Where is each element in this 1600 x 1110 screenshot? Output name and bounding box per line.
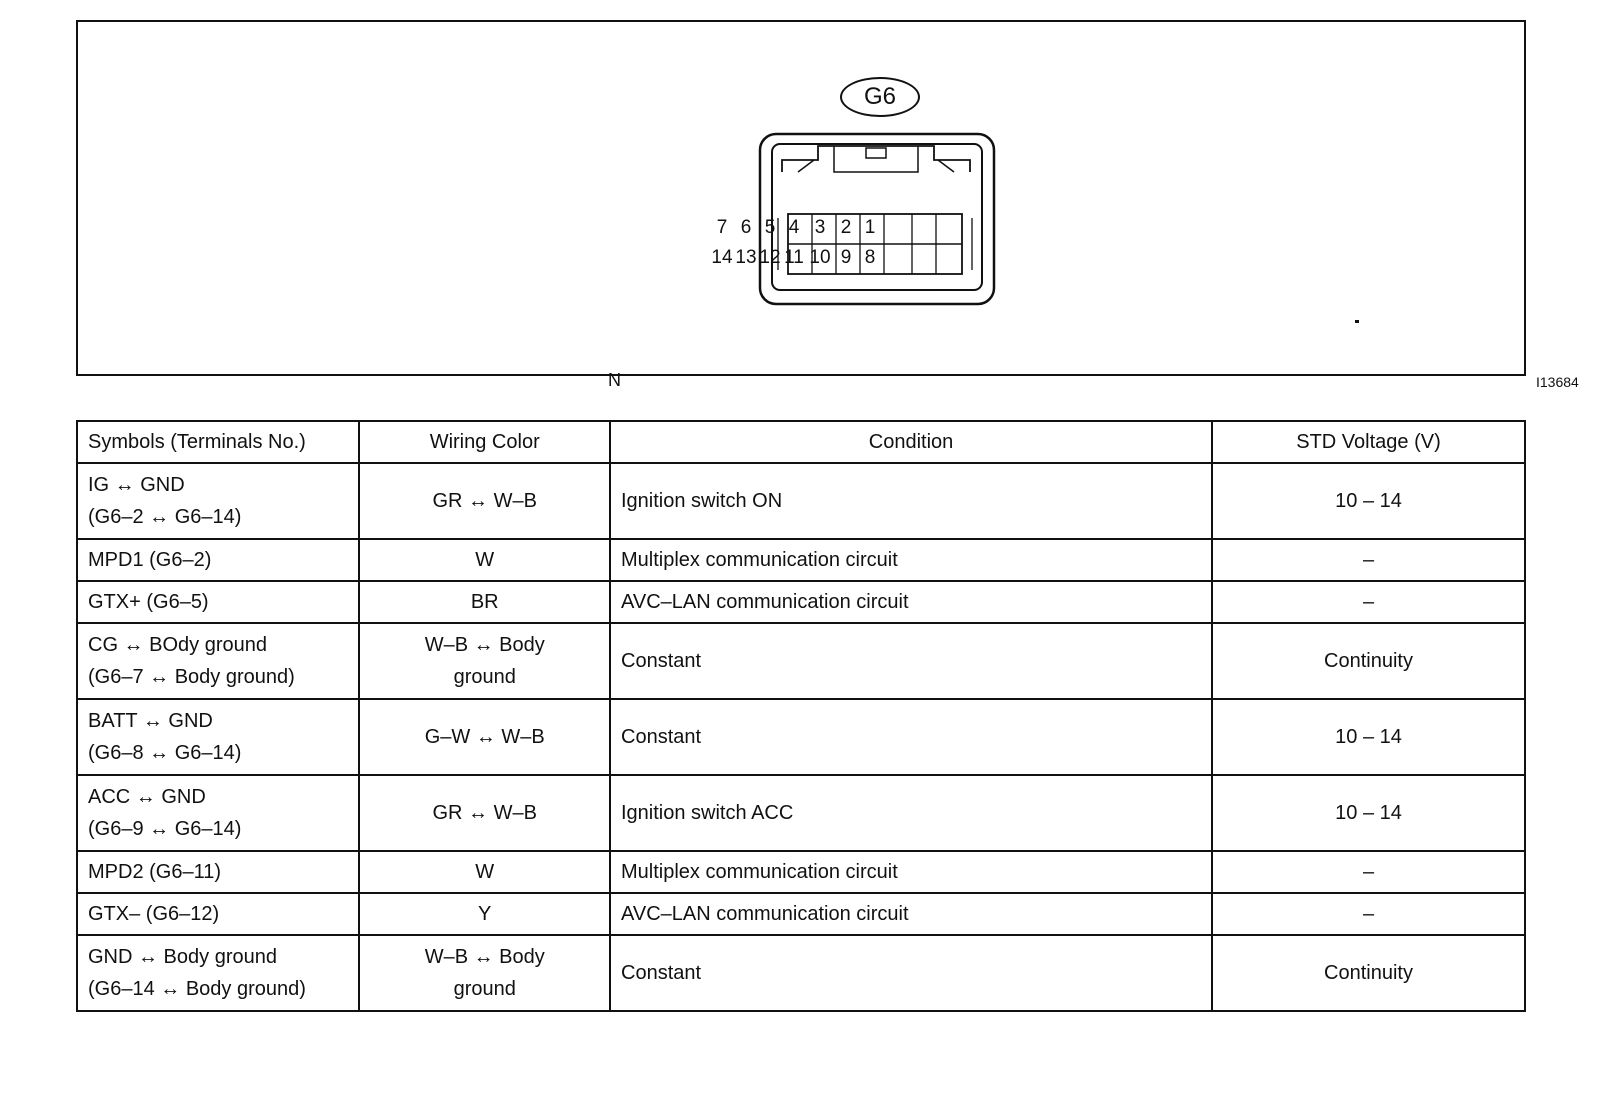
wiring-color-cell: W [359, 851, 610, 893]
terminal-line: (G6–8 ↔ G6–14) [88, 742, 242, 764]
voltage-cell: Continuity [1212, 935, 1525, 1011]
pin-9-label: 9 [840, 247, 852, 268]
pin-5-label: 5 [764, 217, 776, 238]
header-wiring-color: Wiring Color [359, 421, 610, 463]
wiring-color-cell: Y [359, 893, 610, 935]
figure-code: I13684 [1536, 374, 1579, 390]
condition-cell: Ignition switch ACC [610, 775, 1212, 851]
voltage-cell: 10 – 14 [1212, 463, 1525, 539]
condition-cell: Constant [610, 623, 1212, 699]
wiring-color-cell: GR ↔ W–B [359, 463, 610, 539]
pin-1-label: 1 [864, 217, 876, 238]
symbol-cell: GTX– (G6–12) [77, 893, 359, 935]
stray-mark [1355, 320, 1359, 323]
condition-cell: Multiplex communication circuit [610, 851, 1212, 893]
wiring-color-cell [359, 935, 610, 1011]
symbol-cell [77, 935, 359, 1011]
voltage-cell: – [1212, 539, 1525, 581]
header-std-voltage: STD Voltage (V) [1212, 421, 1525, 463]
pin-14-label: 14 [711, 247, 733, 268]
terminal-line: (G6–7 ↔ Body ground) [88, 666, 295, 688]
symbol-cell [77, 623, 359, 699]
table-row [77, 623, 1525, 699]
pin-3-label: 3 [814, 217, 826, 238]
terminal-line: (G6–14 ↔ Body ground) [88, 978, 306, 1000]
terminal-voltage-table [76, 420, 1526, 1012]
symbol-line: GND ↔ Body ground [88, 946, 277, 968]
condition-cell: Ignition switch ON [610, 463, 1212, 539]
terminal-line: (G6–9 ↔ G6–14) [88, 818, 242, 840]
table-row [77, 699, 1525, 775]
pin-2-label: 2 [840, 217, 852, 238]
symbol-cell: GTX+ (G6–5) [77, 581, 359, 623]
symbol-cell: MPD2 (G6–11) [77, 851, 359, 893]
table-row [77, 935, 1525, 1011]
symbol-line: BATT ↔ GND [88, 710, 213, 732]
symbol-line: ACC ↔ GND [88, 786, 206, 808]
connector-diagram [76, 20, 1579, 390]
pin-8-label: 8 [864, 247, 876, 268]
condition-cell: AVC–LAN communication circuit [610, 893, 1212, 935]
symbol-cell: MPD1 (G6–2) [77, 539, 359, 581]
condition-cell: Multiplex communication circuit [610, 539, 1212, 581]
voltage-cell: – [1212, 581, 1525, 623]
pin-4-label: 4 [788, 217, 800, 238]
wiring-color-cell: G–W ↔ W–B [359, 699, 610, 775]
voltage-cell: 10 – 14 [1212, 699, 1525, 775]
wiring-color-cell: GR ↔ W–B [359, 775, 610, 851]
symbol-cell [77, 775, 359, 851]
condition-cell: AVC–LAN communication circuit [610, 581, 1212, 623]
pin-6-label: 6 [740, 217, 752, 238]
header-symbols: Symbols (Terminals No.) [77, 421, 359, 463]
corner-letter: N [608, 370, 621, 390]
table-row [77, 539, 1525, 581]
voltage-cell: – [1212, 851, 1525, 893]
table-row [77, 851, 1525, 893]
table-row [77, 775, 1525, 851]
wiring-line: ground [453, 666, 516, 688]
pin-12-label: 12 [759, 247, 781, 268]
symbol-line: CG ↔ BOdy ground [88, 634, 267, 656]
condition-cell: Constant [610, 699, 1212, 775]
pin-10-label: 10 [809, 247, 831, 268]
table-row [77, 463, 1525, 539]
voltage-cell: 10 – 14 [1212, 775, 1525, 851]
wiring-color-cell: W [359, 539, 610, 581]
condition-cell: Constant [610, 935, 1212, 1011]
symbol-cell [77, 699, 359, 775]
symbol-line: IG ↔ GND [88, 474, 185, 496]
wiring-line: W–B ↔ Body [424, 634, 545, 656]
wiring-line: W–B ↔ Body [424, 946, 545, 968]
pin-11-label: 11 [784, 247, 804, 268]
pin-7-label: 7 [716, 217, 728, 238]
header-condition: Condition [610, 421, 1212, 463]
voltage-cell: Continuity [1212, 623, 1525, 699]
table-row [77, 893, 1525, 935]
wiring-line: ground [453, 978, 516, 1000]
table-header-row [77, 421, 1525, 463]
wiring-color-cell: BR [359, 581, 610, 623]
pin-13-label: 13 [735, 247, 757, 268]
table-row [77, 581, 1525, 623]
connector-name-label [840, 77, 920, 117]
terminal-line: (G6–2 ↔ G6–14) [88, 506, 242, 528]
symbol-cell [77, 463, 359, 539]
wiring-color-cell [359, 623, 610, 699]
connector-name: G6 [863, 83, 896, 110]
voltage-cell: – [1212, 893, 1525, 935]
